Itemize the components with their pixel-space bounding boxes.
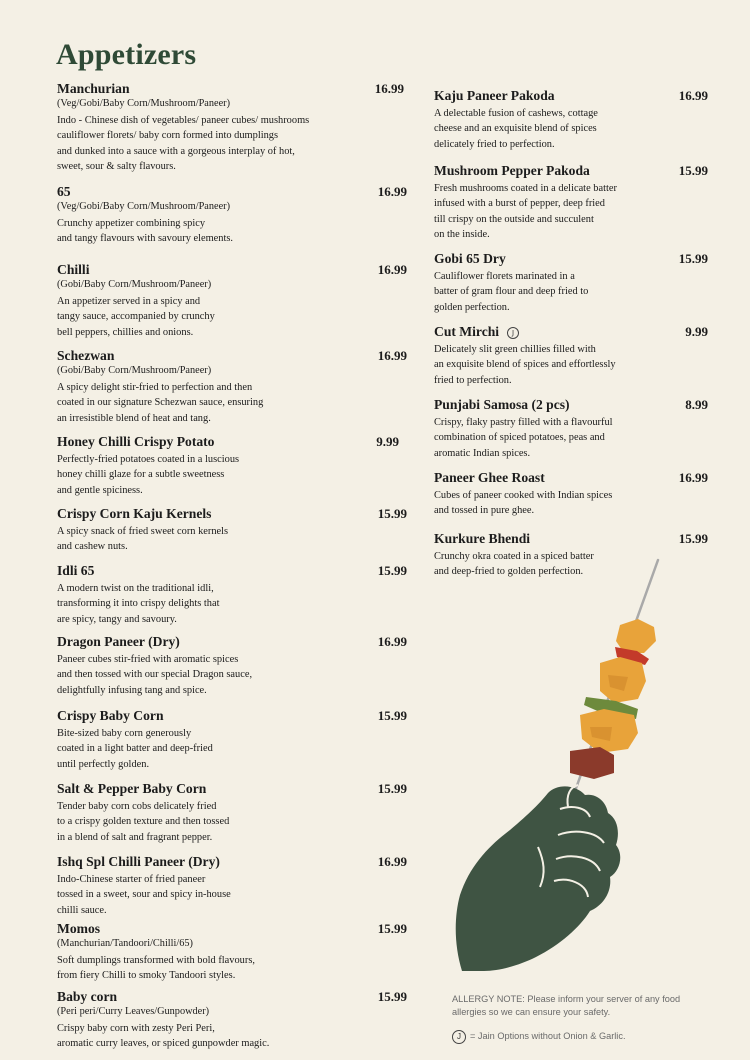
item-name: Schezwan (57, 348, 115, 363)
item-price: 16.99 (374, 81, 404, 96)
item-name: Baby corn (57, 989, 118, 1004)
jain-option-icon: J (507, 327, 519, 339)
left-menu-column (57, 80, 409, 1052)
menu-item-manchurian (57, 80, 409, 183)
menu-item-baby-corn (57, 988, 409, 1052)
item-name: Manchurian (57, 81, 130, 96)
item-price: 16.99 (678, 470, 708, 485)
item-description: Crispy, flaky pastry filled with a flavourful combination of spiced potatoes, peas and aromatic Indian spices. (434, 417, 613, 459)
menu-item-ishq-spl-chilli-paneer-dry (57, 853, 409, 920)
item-name: Honey Chilli Crispy Potato (57, 434, 215, 449)
item-description: Fresh mushrooms coated in a delicate batter infused with a burst of pepper, deep fried till crispy on the outside and succulent on the inside. (434, 183, 617, 241)
item-description: Crispy baby corn with zesty Peri Peri, aromatic curry leaves, or spiced gunpowder magic. (57, 1023, 270, 1050)
jain-option-icon: J (452, 1030, 466, 1044)
item-variants: (Veg/Gobi/Baby Corn/Mushroom/Paneer) (57, 98, 231, 109)
item-name: 65 (57, 184, 71, 199)
item-name: Kurkure Bhendi (434, 531, 531, 546)
allergy-note: ALLERGY NOTE: Please inform your server of any food allergies so we can ensure your safety. (452, 994, 681, 1017)
item-price: 15.99 (377, 989, 407, 1004)
item-price: 15.99 (377, 563, 407, 578)
item-variants: (Manchurian/Tandoori/Chilli/65) (57, 938, 193, 949)
item-description: A spicy snack of fried sweet corn kernels and cashew nuts. (57, 526, 229, 553)
menu-item-idli-65 (57, 562, 409, 633)
item-name-text: Cut Mirchi (434, 324, 500, 339)
item-name: Momos (57, 921, 101, 936)
menu-item-cut-mirchi (434, 323, 708, 396)
item-name: Idli 65 (57, 563, 95, 578)
item-description: Cauliflower florets marinated in a batter of gram flour and deep fried to golden perfection. (434, 271, 589, 313)
item-price: 15.99 (377, 921, 407, 936)
item-description: Bite-sized baby corn generously coated in a light batter and deep-fried until perfectly golden. (57, 728, 213, 770)
item-price: 16.99 (678, 88, 708, 103)
item-price: 15.99 (678, 531, 708, 546)
item-price: 15.99 (377, 708, 407, 723)
menu-item-mushroom-pepper-pakoda (434, 162, 708, 250)
menu-item-honey-chilli-crispy-potato (57, 433, 409, 505)
item-price: 8.99 (685, 397, 708, 412)
item-name: Kaju Paneer Pakoda (434, 88, 555, 103)
menu-item-salt-pepper-baby-corn (57, 780, 409, 853)
item-description: Crunchy okra coated in a spiced batter and deep-fried to golden perfection. (434, 551, 594, 578)
item-variants: (Peri peri/Curry Leaves/Gunpowder) (57, 1006, 210, 1017)
menu-item-crispy-corn-kaju-kernels (57, 505, 409, 562)
item-name: Chilli (57, 262, 90, 277)
menu-item-gobi-65-dry (434, 250, 708, 323)
item-description: Soft dumplings transformed with bold flavours, from fiery Chilli to smoky Tandoori styles. (57, 955, 255, 982)
item-description: Delicately slit green chillies filled with an exquisite blend of spices and effortlessly fried to perfection. (434, 344, 616, 386)
item-price: 15.99 (377, 506, 407, 521)
item-description: Cubes of paneer cooked with Indian spices and tossed in pure ghee. (434, 490, 613, 517)
item-name (434, 323, 708, 340)
menu-item-dragon-paneer-dry (57, 633, 409, 707)
menu-item-momos (57, 920, 409, 988)
item-price: 16.99 (377, 184, 407, 199)
item-name: Punjabi Samosa (2 pcs) (434, 397, 570, 412)
item-description: Paneer cubes stir-fried with aromatic spices and then tossed with our special Dragon sauce, delightfully infusing tang and spice. (57, 654, 253, 696)
item-description: Indo-Chinese starter of fried paneer tossed in a sweet, sour and spicy in-house chilli sauce. (57, 874, 231, 916)
item-name: Ishq Spl Chilli Paneer (Dry) (57, 854, 220, 869)
item-price: 16.99 (377, 854, 407, 869)
item-price: 15.99 (678, 163, 708, 178)
page-title: Appetizers (56, 38, 197, 71)
item-variants: (Veg/Gobi/Baby Corn/Mushroom/Paneer) (57, 201, 231, 212)
item-description: Tender baby corn cobs delicately fried to a crispy golden texture and then tossed in a blend of salt and fragrant pepper. (57, 801, 230, 843)
item-variants: (Gobi/Baby Corn/Mushroom/Paneer) (57, 279, 212, 290)
item-description: Perfectly-fried potatoes coated in a luscious honey chilli glaze for a subtle sweetness and gentle spiciness. (57, 454, 240, 496)
item-price: 9.99 (685, 324, 708, 339)
menu-item-schezwan (57, 347, 409, 433)
item-price: 16.99 (377, 634, 407, 649)
item-variants: (Gobi/Baby Corn/Mushroom/Paneer) (57, 365, 212, 376)
item-name: Mushroom Pepper Pakoda (434, 163, 590, 178)
item-description: An appetizer served in a spicy and tangy sauce, accompanied by crunchy bell peppers, chillies and onions. (57, 296, 215, 338)
item-name: Salt & Pepper Baby Corn (57, 781, 207, 796)
item-name: Dragon Paneer (Dry) (57, 634, 180, 649)
item-description: Crunchy appetizer combining spicy and tangy flavours with savoury elements. (57, 218, 234, 245)
item-price: 9.99 (376, 434, 399, 449)
menu-item-chilli (57, 261, 409, 347)
jain-legend-text: = Jain Options without Onion & Garlic. (470, 1031, 626, 1041)
item-description: A modern twist on the traditional idli, transforming it into crispy delights that are spicy, tangy and savoury. (57, 583, 220, 625)
item-name: Gobi 65 Dry (434, 251, 506, 266)
menu-item-crispy-baby-corn (57, 707, 409, 780)
item-name: Crispy Baby Corn (57, 708, 164, 723)
menu-item-punjabi-samosa (434, 396, 708, 469)
item-price: 15.99 (678, 251, 708, 266)
jain-legend (452, 1029, 626, 1044)
menu-item-paneer-ghee-roast (434, 469, 708, 530)
item-description: Indo - Chinese dish of vegetables/ paneer cubes/ mushrooms cauliflower florets/ baby corn formed into dumplings and dunked into a sauce with a gorgeous interplay of hot, sweet, sour & salty flavours. (57, 115, 310, 173)
menu-item-kaju-paneer-pakoda (434, 87, 708, 162)
menu-item-65 (57, 183, 409, 261)
item-name: Paneer Ghee Roast (434, 470, 545, 485)
item-price: 16.99 (377, 348, 407, 363)
item-price: 16.99 (377, 262, 407, 277)
item-description: A spicy delight stir-fried to perfection and then coated in our signature Schezwan sauce, ensuring an irresistible blend of heat and tang. (57, 382, 264, 424)
item-description: A delectable fusion of cashews, cottage cheese and an exquisite blend of spices delicately fried to perfection. (434, 108, 598, 150)
hand-holding-skewer-icon (440, 555, 670, 975)
item-price: 15.99 (377, 781, 407, 796)
right-menu-column (434, 87, 708, 580)
item-name: Crispy Corn Kaju Kernels (57, 506, 212, 521)
